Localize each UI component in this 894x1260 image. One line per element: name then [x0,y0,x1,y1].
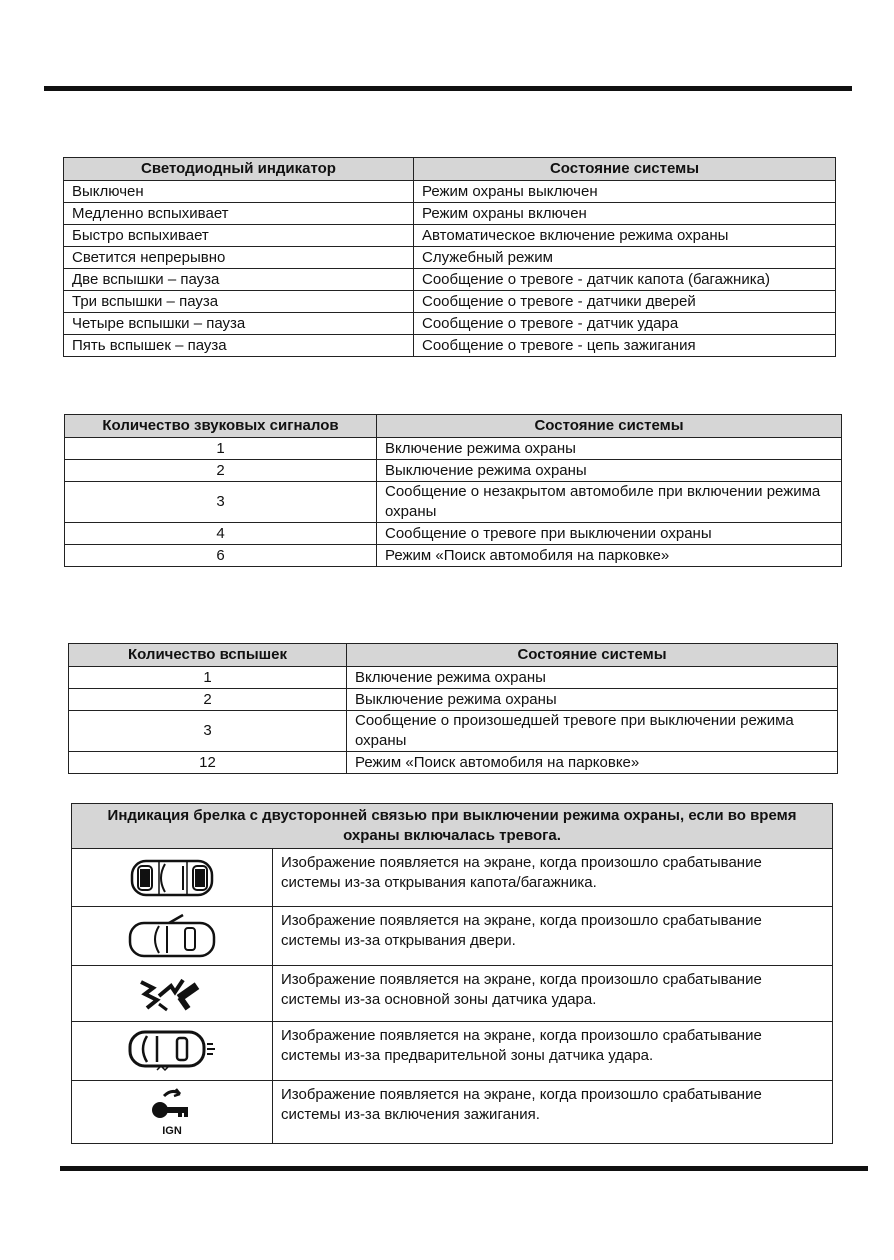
signal-count-cell: 1 [65,438,377,460]
system-state-cell: Сообщение о тревоге - датчик капота (багажника) [414,269,836,291]
table-row [64,225,836,247]
column-header: Состояние системы [377,415,842,438]
description-cell: Изображение появляется на экране, когда произошло срабатывание системы из-за основной зоны датчика удара. [273,966,833,1022]
description-cell: Изображение появляется на экране, когда произошло срабатывание системы из-за открывания двери. [273,907,833,966]
system-state-cell: Сообщение о тревоге - датчики дверей [414,291,836,313]
ign-label: IGN [162,1125,182,1137]
description-cell: Изображение появляется на экране, когда произошло срабатывание системы из-за предварительной зоны датчика удара. [273,1022,833,1081]
description-cell: Изображение появляется на экране, когда произошло срабатывание системы из-за включения зажигания. [273,1081,833,1144]
system-state-cell: Выключение режима охраны [377,460,842,482]
led-indicator-cell: Быстро вспыхивает [64,225,414,247]
led-indicator-cell: Пять вспышек – пауза [64,335,414,357]
table-row [69,689,838,711]
column-header: Состояние системы [414,158,836,181]
icon-cell [72,907,273,966]
table-row [64,269,836,291]
system-state-cell: Включение режима охраны [377,438,842,460]
table-row [64,203,836,225]
system-state-cell: Режим «Поиск автомобиля на парковке» [377,545,842,567]
door-open-car-icon [127,913,217,959]
system-state-cell: Автоматическое включение режима охраны [414,225,836,247]
signal-count-cell: 2 [65,460,377,482]
system-state-cell: Режим охраны выключен [414,181,836,203]
flash-count-cell: 3 [69,711,347,752]
led-indicator-cell: Выключен [64,181,414,203]
shock-warning-zone-icon [127,1028,217,1074]
table-title: Индикация брелка с двусторонней связью при выключении режима охраны, если во время охраны включалась тревога. [72,804,833,849]
table-row [65,460,842,482]
system-state-cell: Включение режима охраны [347,667,838,689]
system-state-cell: Служебный режим [414,247,836,269]
table-row [64,335,836,357]
table-row [65,523,842,545]
shock-main-zone-icon [137,974,207,1014]
column-header: Количество вспышек [69,644,347,667]
table-header-row [72,804,833,849]
system-state-cell: Сообщение о незакрытом автомобиле при включении режима охраны [377,482,842,523]
signal-count-cell: 6 [65,545,377,567]
table-row [72,1022,833,1081]
icon-cell [72,966,273,1022]
led-indicator-cell: Медленно вспыхивает [64,203,414,225]
top-rule [44,86,852,91]
signal-count-cell: 3 [65,482,377,523]
table-row [72,907,833,966]
sound-signals-table [64,414,842,567]
table-header-row [64,158,836,181]
icon-cell [72,1022,273,1081]
table-row [64,181,836,203]
led-indicator-cell: Четыре вспышки – пауза [64,313,414,335]
table-row [64,247,836,269]
system-state-cell: Режим охраны включен [414,203,836,225]
table-header-row [65,415,842,438]
icon-cell [72,1081,273,1144]
table-row [65,545,842,567]
system-state-cell: Сообщение о тревоге при выключении охраны [377,523,842,545]
led-indicator-cell: Светится непрерывно [64,247,414,269]
table-row [72,1081,833,1144]
led-indicator-table [63,157,836,357]
table-row [65,438,842,460]
table-row [69,711,838,752]
column-header: Светодиодный индикатор [64,158,414,181]
column-header: Количество звуковых сигналов [65,415,377,438]
light-flashes-table [68,643,838,774]
description-cell: Изображение появляется на экране, когда произошло срабатывание системы из-за открывания капота/багажника. [273,849,833,907]
system-state-cell: Режим «Поиск автомобиля на парковке» [347,752,838,774]
led-indicator-cell: Две вспышки – пауза [64,269,414,291]
signal-count-cell: 4 [65,523,377,545]
bottom-rule [60,1166,868,1171]
system-state-cell: Сообщение о произошедшей тревоге при выключении режима охраны [347,711,838,752]
flash-count-cell: 2 [69,689,347,711]
table-row [65,482,842,523]
table-row [64,313,836,335]
system-state-cell: Сообщение о тревоге - цепь зажигания [414,335,836,357]
column-header: Состояние системы [347,644,838,667]
table-row [64,291,836,313]
table-row [72,849,833,907]
table-row [72,966,833,1022]
system-state-cell: Сообщение о тревоге - датчик удара [414,313,836,335]
ignition-key-icon [144,1086,200,1138]
table-row [69,667,838,689]
keyfob-indication-table [71,803,833,1144]
led-indicator-cell: Три вспышки – пауза [64,291,414,313]
table-row [69,752,838,774]
table-header-row [69,644,838,667]
icon-cell [72,849,273,907]
hood-trunk-car-icon [129,858,215,898]
flash-count-cell: 12 [69,752,347,774]
flash-count-cell: 1 [69,667,347,689]
system-state-cell: Выключение режима охраны [347,689,838,711]
